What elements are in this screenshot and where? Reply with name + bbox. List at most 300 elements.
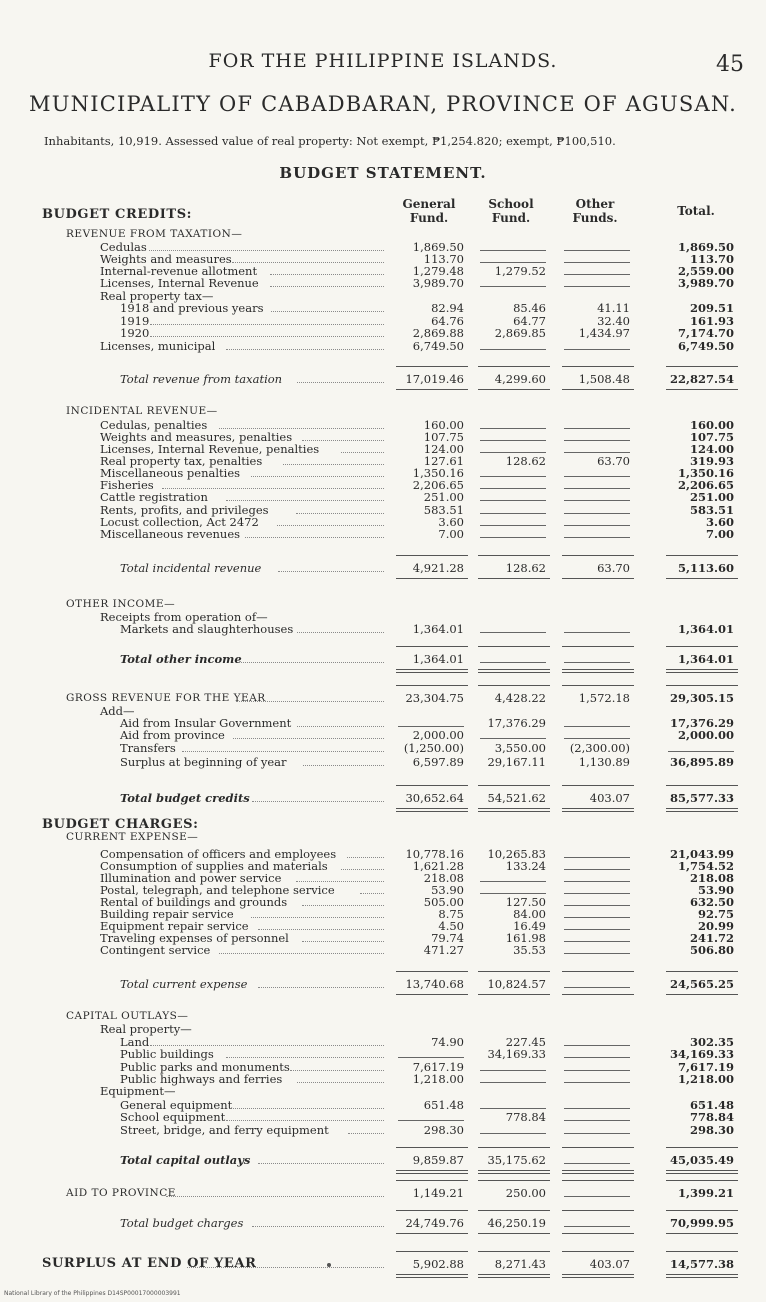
total-cell: 2,206.65 — [677, 478, 734, 492]
leader-dots — [270, 286, 384, 287]
leader-dots — [226, 500, 384, 501]
leader-dots — [166, 1196, 384, 1197]
total-underline — [478, 1170, 550, 1171]
leader-dots — [187, 1267, 384, 1268]
subtotal-rule — [478, 1180, 550, 1181]
general-fund-cell: 10,778.16 — [405, 847, 464, 861]
other-funds-cell-blank-rule — [564, 1163, 630, 1164]
row-label: Fisheries — [100, 478, 154, 492]
total-cell: 3.60 — [705, 515, 734, 529]
school-fund-cell: 64.77 — [513, 314, 546, 328]
row-label: School equipment — [120, 1110, 226, 1124]
other-funds-cell-blank-rule — [564, 1196, 630, 1197]
row-label: Miscellaneous revenues — [100, 527, 241, 541]
total-underline — [666, 389, 738, 390]
total-double-underline — [666, 1277, 738, 1278]
general-fund-cell: 64.76 — [431, 314, 464, 328]
column-header-school-fund: School Fund. — [488, 197, 534, 225]
subtotal-rule — [478, 685, 550, 686]
subtotal-rule — [562, 366, 634, 367]
total-underline — [396, 578, 468, 579]
general-fund-cell: 2,869.88 — [412, 326, 464, 340]
school-fund-cell: 227.45 — [505, 1035, 546, 1049]
table-row — [0, 338, 766, 354]
school-fund-cell: 4,428.22 — [494, 691, 546, 705]
school-fund-cell: 778.84 — [505, 1110, 546, 1124]
total-cell: 1,399.21 — [677, 1186, 734, 1200]
school-fund-cell: 133.24 — [505, 859, 546, 873]
subtotal-rule — [396, 1180, 468, 1181]
total-underline — [666, 808, 738, 809]
total-underline — [396, 808, 468, 809]
subtotal-rule — [562, 555, 634, 556]
school-fund-cell: 250.00 — [505, 1186, 546, 1200]
subtotal-rule — [666, 1147, 738, 1148]
leader-dots — [303, 765, 384, 766]
row-label: General equipment — [120, 1098, 233, 1112]
school-fund-cell: 127.50 — [505, 895, 546, 909]
table-row — [0, 829, 766, 845]
total-underline — [666, 1274, 738, 1275]
total-underline — [396, 389, 468, 390]
row-label: Traveling expenses of personnel — [100, 931, 289, 945]
general-fund-cell: 583.51 — [423, 503, 464, 517]
general-fund-cell: 53.90 — [431, 883, 464, 897]
row-label: Weights and measures — [100, 252, 232, 266]
row-label: BUDGET CREDITS: — [42, 207, 193, 222]
total-cell: 160.00 — [689, 418, 734, 432]
total-double-underline — [478, 672, 550, 673]
general-fund-cell: 4,921.28 — [412, 561, 464, 575]
school-fund-cell: 128.62 — [505, 561, 546, 575]
general-fund-cell: 1,279.48 — [412, 264, 464, 278]
general-fund-cell: 5,902.88 — [412, 1257, 464, 1271]
row-label: Land — [120, 1035, 150, 1049]
leader-dots — [245, 537, 384, 538]
row-label: Total capital outlays — [120, 1153, 251, 1167]
total-cell: 113.70 — [689, 252, 734, 266]
total-underline — [478, 994, 550, 995]
other-funds-cell: 1,572.18 — [578, 691, 630, 705]
row-label: Public buildings — [120, 1047, 214, 1061]
general-fund-cell: 7.00 — [438, 527, 464, 541]
total-cell: 1,364.01 — [677, 652, 734, 666]
general-fund-cell: 74.90 — [431, 1035, 464, 1049]
other-funds-cell-blank-rule — [564, 662, 630, 663]
row-label: AID TO PROVINCE — [66, 1187, 176, 1199]
general-fund-cell: 3.60 — [438, 515, 464, 529]
general-fund-cell: 251.00 — [423, 490, 464, 504]
school-fund-cell: 85.46 — [513, 301, 546, 315]
total-cell: 107.75 — [689, 430, 734, 444]
total-cell: 251.00 — [689, 490, 734, 504]
general-fund-cell: 1,149.21 — [412, 1186, 464, 1200]
leader-dots — [239, 662, 384, 663]
total-double-underline — [562, 1173, 634, 1174]
total-underline — [478, 1274, 550, 1275]
subtotal-rule — [478, 1210, 550, 1211]
school-fund-cell: 1,279.52 — [494, 264, 546, 278]
subtotal-rule — [562, 1210, 634, 1211]
total-cell: 7.00 — [705, 527, 734, 541]
row-label: 1919 — [120, 314, 150, 328]
row-label: Compensation of officers and employees — [100, 847, 337, 861]
leader-dots — [258, 987, 384, 988]
row-label: Consumption of supplies and materials — [100, 859, 328, 873]
total-underline — [396, 1274, 468, 1275]
table-row — [0, 371, 766, 387]
total-underline — [666, 669, 738, 670]
total-underline — [478, 669, 550, 670]
general-fund-cell: 1,869.50 — [412, 240, 464, 254]
total-double-underline — [396, 811, 468, 812]
table-row — [0, 651, 766, 667]
subtotal-rule — [666, 646, 738, 647]
total-cell: 124.00 — [689, 442, 734, 456]
total-cell: 70,999.95 — [669, 1216, 734, 1230]
total-cell: 632.50 — [689, 895, 734, 909]
total-cell: 45,035.49 — [669, 1153, 734, 1167]
school-fund-cell: 46,250.19 — [487, 1216, 546, 1230]
other-funds-cell-blank-rule — [564, 632, 630, 633]
row-label: CURRENT EXPENSE— — [66, 831, 199, 843]
row-label: REVENUE FROM TAXATION— — [66, 228, 243, 240]
subtotal-rule — [562, 1147, 634, 1148]
general-fund-cell: 7,617.19 — [412, 1060, 464, 1074]
school-fund-cell: 35,175.62 — [487, 1153, 546, 1167]
general-fund-cell: 6,597.89 — [412, 755, 464, 769]
total-underline — [396, 994, 468, 995]
table-row — [0, 1122, 766, 1138]
school-fund-cell: 16.49 — [513, 919, 546, 933]
total-cell: 1,350.16 — [677, 466, 734, 480]
school-fund-cell-blank-rule — [480, 500, 546, 501]
subtotal-rule — [396, 1147, 468, 1148]
general-fund-cell: 4.50 — [438, 919, 464, 933]
total-double-underline — [396, 1277, 468, 1278]
general-fund-cell: 8.75 — [438, 907, 464, 921]
subtotal-rule — [562, 1180, 634, 1181]
row-label: Add— — [100, 704, 135, 718]
table-row — [0, 1215, 766, 1231]
total-cell: 2,559.00 — [677, 264, 734, 278]
row-label: Postal, telegraph, and telephone service — [100, 883, 335, 897]
subtotal-rule — [478, 971, 550, 972]
table-row — [0, 207, 766, 223]
row-label: Licenses, Internal Revenue — [100, 276, 259, 290]
total-double-underline — [666, 672, 738, 673]
row-label: Street, bridge, and ferry equipment — [120, 1123, 329, 1137]
row-label: Total incidental revenue — [120, 561, 262, 575]
row-label: Miscellaneous penalties — [100, 466, 241, 480]
other-funds-cell: (2,300.00) — [569, 741, 630, 755]
total-cell: 161.93 — [689, 314, 734, 328]
row-label: 1918 and previous years — [120, 301, 264, 315]
other-funds-cell-blank-rule — [564, 286, 630, 287]
general-fund-cell: 82.94 — [431, 301, 464, 315]
row-label: Public highways and ferries — [120, 1072, 283, 1086]
column-header-other-funds: Other Funds. — [572, 197, 618, 225]
leader-dots — [258, 1163, 384, 1164]
leader-dots — [226, 1120, 384, 1121]
row-label: Total current expense — [120, 977, 248, 991]
total-underline — [478, 389, 550, 390]
row-label: Licenses, Internal Revenue, penalties — [100, 442, 320, 456]
total-underline — [562, 994, 634, 995]
general-fund-cell: 2,000.00 — [412, 728, 464, 742]
general-fund-cell: 17,019.46 — [405, 372, 464, 386]
other-funds-cell: 403.07 — [589, 791, 630, 805]
total-underline — [478, 578, 550, 579]
leader-dots — [297, 632, 384, 633]
total-double-underline — [666, 1173, 738, 1174]
school-fund-cell-blank-rule — [480, 662, 546, 663]
subtotal-rule — [478, 646, 550, 647]
row-label: Internal-revenue allotment — [100, 264, 258, 278]
total-underline — [478, 1233, 550, 1234]
other-funds-cell: 41.11 — [597, 301, 630, 315]
row-label: Total budget charges — [120, 1216, 244, 1230]
total-cell: 218.08 — [689, 871, 734, 885]
school-fund-cell: 3,550.00 — [494, 741, 546, 755]
leader-dots — [271, 311, 384, 312]
leader-dots — [226, 1057, 384, 1058]
leader-dots — [236, 701, 384, 702]
subtotal-rule — [666, 785, 738, 786]
other-funds-cell-blank-rule — [564, 1133, 630, 1134]
subtotal-rule — [562, 685, 634, 686]
total-underline — [562, 389, 634, 390]
table-row — [0, 1185, 766, 1201]
subtotal-rule — [396, 685, 468, 686]
leader-dots — [233, 738, 384, 739]
row-label: GROSS REVENUE FOR THE YEAR — [66, 692, 266, 704]
row-label: Real property— — [100, 1022, 192, 1036]
row-label: Equipment repair service — [100, 919, 249, 933]
general-fund-cell: 1,364.01 — [412, 622, 464, 636]
total-cell: 14,577.38 — [669, 1257, 734, 1271]
total-double-underline — [396, 1173, 468, 1174]
school-fund-cell-blank-rule — [480, 286, 546, 287]
leader-dots — [226, 349, 384, 350]
total-cell: 29,305.15 — [669, 691, 734, 705]
total-double-underline — [562, 672, 634, 673]
row-label: Rental of buildings and grounds — [100, 895, 288, 909]
row-label: Receipts from operation of— — [100, 610, 268, 624]
row-label: Rents, profits, and privileges — [100, 503, 269, 517]
general-fund-cell-blank-rule — [398, 1120, 464, 1121]
row-label: Markets and slaughterhouses — [120, 622, 294, 636]
table-row — [0, 790, 766, 806]
total-cell: 34,169.33 — [669, 1047, 734, 1061]
row-label: 1920 — [120, 326, 150, 340]
other-funds-cell: 1,434.97 — [578, 326, 630, 340]
school-fund-cell: 2,869.85 — [494, 326, 546, 340]
general-fund-cell: 471.27 — [423, 943, 464, 957]
page-number: 45 — [716, 52, 744, 77]
row-label: Surplus at beginning of year — [120, 755, 287, 769]
school-fund-cell-blank-rule — [480, 738, 546, 739]
row-label: SURPLUS AT END OF YEAR — [42, 1256, 257, 1271]
total-cell: 92.75 — [697, 907, 734, 921]
total-cell: 7,174.70 — [677, 326, 734, 340]
total-underline — [666, 578, 738, 579]
total-cell: 651.48 — [689, 1098, 734, 1112]
row-label: Weights and measures, penalties — [100, 430, 293, 444]
total-cell: 6,749.50 — [677, 339, 734, 353]
row-label: Total budget credits — [120, 791, 250, 805]
total-underline — [666, 994, 738, 995]
row-label: BUDGET CHARGES: — [42, 817, 199, 832]
subtotal-rule — [478, 1251, 550, 1252]
leader-dots — [150, 336, 384, 337]
subtotal-rule — [396, 1210, 468, 1211]
leader-dots — [219, 953, 384, 954]
other-funds-cell: 403.07 — [589, 1257, 630, 1271]
school-fund-cell: 128.62 — [505, 454, 546, 468]
general-fund-cell-blank-rule — [398, 1057, 464, 1058]
subtotal-rule — [562, 785, 634, 786]
other-funds-cell-blank-rule — [564, 1120, 630, 1121]
total-cell: 7,617.19 — [677, 1060, 734, 1074]
total-cell: 53.90 — [697, 883, 734, 897]
statement-title: BUDGET STATEMENT. — [279, 164, 487, 182]
row-label: Real property tax— — [100, 289, 214, 303]
total-underline — [562, 1233, 634, 1234]
total-cell: 1,754.52 — [677, 859, 734, 873]
general-fund-cell: 160.00 — [423, 418, 464, 432]
school-fund-cell-blank-rule — [480, 632, 546, 633]
school-fund-cell-blank-rule — [480, 537, 546, 538]
total-double-underline — [562, 1277, 634, 1278]
school-fund-cell: 29,167.11 — [487, 755, 546, 769]
total-underline — [562, 1170, 634, 1171]
total-cell: 5,113.60 — [677, 561, 734, 575]
subtotal-rule — [478, 366, 550, 367]
general-fund-cell: 9,859.87 — [412, 1153, 464, 1167]
general-fund-cell: (1,250.00) — [403, 741, 464, 755]
row-label: Aid from province — [120, 728, 225, 742]
total-cell: 302.35 — [689, 1035, 734, 1049]
row-label: Illumination and power service — [100, 871, 282, 885]
total-double-underline — [478, 1277, 550, 1278]
other-funds-cell: 63.70 — [597, 454, 630, 468]
general-fund-cell: 651.48 — [423, 1098, 464, 1112]
other-funds-cell-blank-rule — [564, 987, 630, 988]
row-label: Aid from Insular Government — [120, 716, 292, 730]
school-fund-cell-blank-rule — [480, 1133, 546, 1134]
general-fund-cell: 23,304.75 — [405, 691, 464, 705]
subtotal-rule — [666, 685, 738, 686]
municipality-title: MUNICIPALITY OF CABADBARAN, PROVINCE OF AGUSAN. — [29, 92, 737, 116]
other-funds-cell: 1,130.89 — [578, 755, 630, 769]
row-label: Building repair service — [100, 907, 234, 921]
total-cell: 3,989.70 — [677, 276, 734, 290]
table-row — [0, 754, 766, 770]
row-label: Public parks and monuments — [120, 1060, 290, 1074]
row-label: Total revenue from taxation — [120, 372, 283, 386]
other-funds-cell-blank-rule — [564, 953, 630, 954]
total-cell: 319.93 — [689, 454, 734, 468]
general-fund-cell: 79.74 — [431, 931, 464, 945]
general-fund-cell: 107.75 — [423, 430, 464, 444]
school-fund-cell: 54,521.62 — [487, 791, 546, 805]
total-cell: 1,364.01 — [677, 622, 734, 636]
subtotal-rule — [396, 646, 468, 647]
subtotal-rule — [666, 971, 738, 972]
subtotal-rule — [478, 555, 550, 556]
school-fund-cell: 10,824.57 — [487, 977, 546, 991]
total-cell: 85,577.33 — [669, 791, 734, 805]
row-label: OTHER INCOME— — [66, 598, 176, 610]
subtotal-rule — [562, 971, 634, 972]
inhabitants-line: Inhabitants, 10,919. Assessed value of real property: Not exempt, ₱1,254.820; exempt, ₱100,510. — [44, 134, 616, 148]
total-double-underline — [396, 672, 468, 673]
row-label: Real property tax, penalties — [100, 454, 263, 468]
subtotal-rule — [478, 1147, 550, 1148]
total-underline — [562, 1274, 634, 1275]
subtotal-rule — [396, 971, 468, 972]
row-label: Transfers — [120, 741, 176, 755]
leader-dots — [297, 382, 384, 383]
other-funds-cell-blank-rule — [564, 349, 630, 350]
other-funds-cell: 63.70 — [597, 561, 630, 575]
table-row — [0, 976, 766, 992]
subtotal-rule — [396, 366, 468, 367]
leader-dots — [278, 571, 384, 572]
total-double-underline — [666, 811, 738, 812]
total-cell: 20.99 — [697, 919, 734, 933]
total-double-underline — [562, 811, 634, 812]
running-title: FOR THE PHILIPPINE ISLANDS. — [208, 50, 558, 72]
school-fund-cell-blank-rule — [480, 349, 546, 350]
other-funds-cell: 1,508.48 — [578, 372, 630, 386]
leader-dots — [252, 801, 384, 802]
scan-credit: National Library of the Philippines D14SP00017000003991 — [4, 1290, 181, 1297]
table-row — [0, 526, 766, 542]
table-row — [0, 621, 766, 637]
other-funds-cell-blank-rule — [564, 500, 630, 501]
leader-dots — [182, 751, 384, 752]
table-row — [0, 1152, 766, 1168]
row-label: Locust collection, Act 2472 — [100, 515, 259, 529]
total-cell: 241.72 — [689, 931, 734, 945]
table-row — [0, 942, 766, 958]
general-fund-cell: 124.00 — [423, 442, 464, 456]
school-fund-cell: 8,271.43 — [494, 1257, 546, 1271]
subtotal-rule — [396, 555, 468, 556]
row-label: Cedulas, penalties — [100, 418, 208, 432]
general-fund-cell: 1,350.16 — [412, 466, 464, 480]
total-underline — [562, 578, 634, 579]
total-double-underline — [478, 811, 550, 812]
total-cell: 21,043.99 — [669, 847, 734, 861]
total-cell: 506.80 — [689, 943, 734, 957]
subtotal-rule — [562, 646, 634, 647]
general-fund-cell: 13,740.68 — [405, 977, 464, 991]
total-cell: 17,376.29 — [669, 716, 734, 730]
subtotal-rule — [666, 555, 738, 556]
other-funds-cell-blank-rule — [564, 537, 630, 538]
general-fund-cell: 2,206.65 — [412, 478, 464, 492]
subtotal-rule — [478, 785, 550, 786]
general-fund-cell: 6,749.50 — [412, 339, 464, 353]
row-label: Licenses, municipal — [100, 339, 216, 353]
general-fund-cell: 505.00 — [423, 895, 464, 909]
total-cell: 2,000.00 — [677, 728, 734, 742]
subtotal-rule — [562, 1251, 634, 1252]
subtotal-rule — [666, 1251, 738, 1252]
